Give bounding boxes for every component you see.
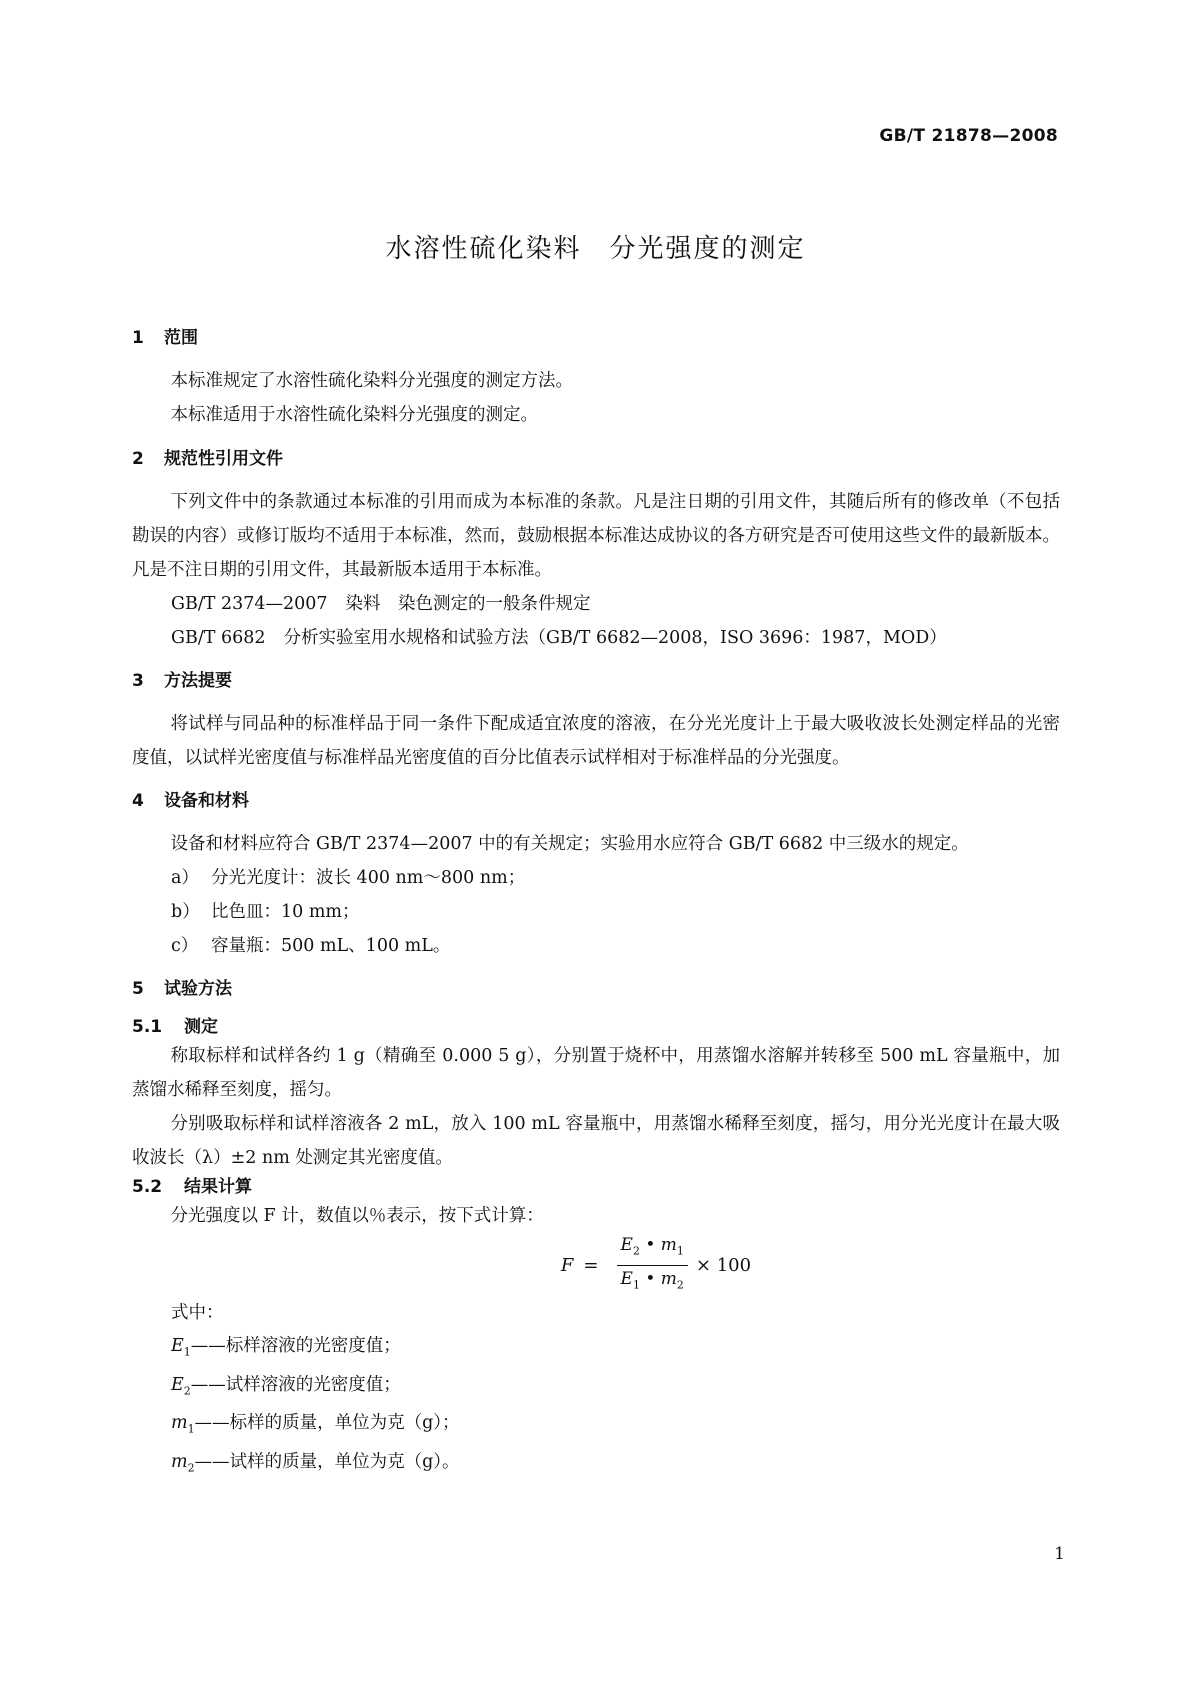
variable-definition: $E_1——$标样溶液的光密度值； <box>171 1336 401 1359</box>
subsection-number: 5.2 <box>132 1177 163 1197</box>
paragraph: 将试样与同品种的标准样品于同一条件下配成适宜浓度的溶液，在分光光度计上于最大吸收波长处测定样品的光密度值，以试样光密度值与标准样品光密度值的百分比值表示试样相对于标准样品的分光强度。 <box>132 714 1060 768</box>
paragraph: 分光强度以 F 计，数值以％表示，按下式计算： <box>170 1206 544 1226</box>
list-item-text: 容量瓶：500 mL、100 mL。 <box>211 936 451 956</box>
fraction-numerator: $E_2$ • $m_1$ <box>617 1234 688 1265</box>
paragraph: 本标准适用于水溶性硫化染料分光强度的测定。 <box>170 405 538 425</box>
paragraph: 称取标样和试样各约 1 g（精确至 0.000 5 g），分别置于烧杯中，用蒸馏水溶解并转移至 500 mL 容量瓶中，加蒸馏水稀释至刻度，摇匀。 <box>132 1046 1060 1100</box>
subsection-5-2-heading <box>132 1175 1060 1199</box>
paragraph: 设备和材料应符合 GB/T 2374—2007 中的有关规定；实验用水应符合 GB/T 6682 中三级水的规定。 <box>170 834 969 854</box>
strength-formula <box>252 1233 1060 1297</box>
formula-multiplier: × 100 <box>695 1254 752 1276</box>
list-item <box>132 861 1060 895</box>
paragraph: 分别吸取标样和试样溶液各 2 mL，放入 100 mL 容量瓶中，用蒸馏水稀释至刻度，摇匀，用分光光度计在最大吸收波长（λ）±2 nm 处测定其光密度值。 <box>132 1114 1060 1168</box>
list-item <box>132 929 1060 963</box>
variable-definition: $m_1——$标样的质量，单位为克（g）； <box>171 1413 460 1436</box>
section-title: 规范性引用文件 <box>164 449 283 469</box>
reference-code: GB/T 2374—2007 <box>171 594 328 614</box>
subsection-title: 测定 <box>184 1017 218 1037</box>
list-item-label: a） <box>171 868 199 888</box>
section-title: 试验方法 <box>164 979 232 999</box>
section-number: 1 <box>132 328 144 348</box>
list-item <box>132 895 1060 929</box>
section-title: 方法提要 <box>164 671 232 691</box>
list-item-text: 分光光度计：波长 400 nm～800 nm； <box>211 868 526 888</box>
where-label: 式中： <box>171 1303 224 1323</box>
formula-lhs: F <box>560 1254 574 1276</box>
page-number: 1 <box>1054 1544 1065 1564</box>
paragraph: 本标准规定了水溶性硫化染料分光强度的测定方法。 <box>170 371 573 391</box>
section-number: 5 <box>132 979 144 999</box>
document-title: 水溶性硫化染料 分光强度的测定 <box>385 234 806 264</box>
normative-reference <box>132 587 1060 621</box>
subsection-number: 5.1 <box>132 1017 163 1037</box>
fraction-denominator: $E_1$ • $m_2$ <box>620 1268 684 1291</box>
section-number: 3 <box>132 671 144 691</box>
subsection-title: 结果计算 <box>184 1177 252 1197</box>
list-item-label: c） <box>171 936 199 956</box>
reference-title: 染料 染色测定的一般条件规定 <box>345 594 591 614</box>
section-4-heading <box>132 789 1060 813</box>
standard-code: GB/T 21878—2008 <box>879 126 1058 146</box>
formula-equals: = <box>583 1254 599 1276</box>
variable-definition: $m_2——$试样的质量，单位为克（g）。 <box>171 1451 460 1474</box>
section-number: 4 <box>132 791 144 811</box>
section-title: 范围 <box>164 328 198 348</box>
document-body <box>132 326 1060 1484</box>
section-title: 设备和材料 <box>164 791 249 811</box>
reference-code: GB/T 6682 <box>171 628 266 648</box>
list-item-label: b） <box>171 902 200 922</box>
reference-title: 分析实验室用水规格和试验方法（GB/T 6682—2008，ISO 3696：1987，MOD） <box>283 628 947 648</box>
normative-reference <box>132 621 1060 655</box>
section-1-heading <box>132 326 1060 350</box>
variable-definition: $E_2——$试样溶液的光密度值； <box>171 1374 401 1397</box>
list-item-text: 比色皿：10 mm； <box>211 902 360 922</box>
paragraph: 下列文件中的条款通过本标准的引用而成为本标准的条款。凡是注日期的引用文件，其随后所有的修改单（不包括勘误的内容）或修订版均不适用于本标准，然而，鼓励根据本标准达成协议的各方研究是否可使用这些文件的最新版本。凡是不注日期的引用文件，其最新版本适用于本标准。 <box>132 492 1060 580</box>
section-2-heading <box>132 447 1060 471</box>
subsection-5-1-heading <box>132 1015 1060 1039</box>
formula-fraction <box>617 1234 688 1296</box>
section-5-heading <box>132 977 1060 1001</box>
section-number: 2 <box>132 449 144 469</box>
section-3-heading <box>132 669 1060 693</box>
